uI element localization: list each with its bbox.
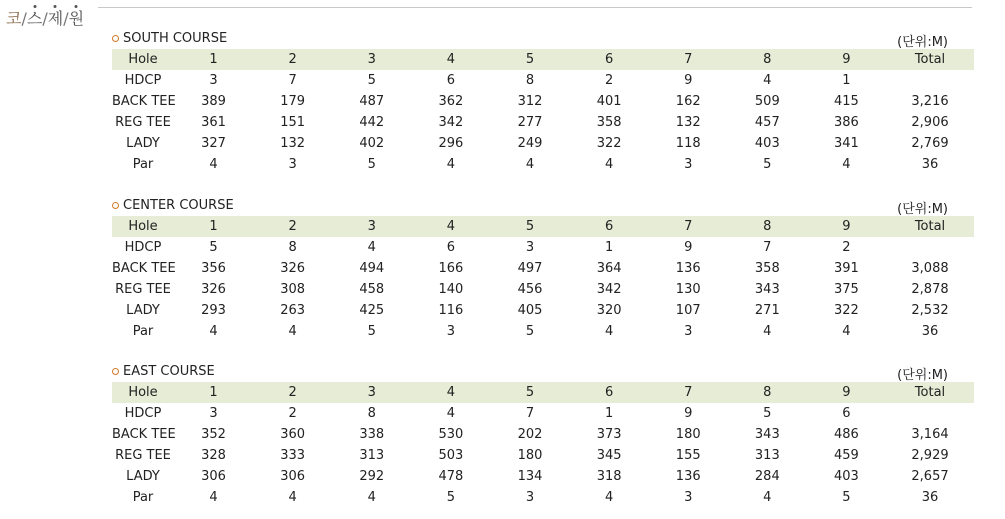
table-cell: 5 [367, 73, 376, 88]
row-label: LADY [126, 136, 160, 151]
hdcp-row [112, 403, 974, 424]
hole-header-row [112, 49, 974, 70]
table-cell: 3 [288, 157, 297, 172]
bullet-circle-icon [112, 202, 119, 209]
table-cell: 3 [332, 216, 411, 237]
table-cell: 9 [684, 240, 693, 255]
table-cell: 8 [728, 382, 807, 403]
table-cell: 405 [517, 303, 543, 318]
table-cell: 1 [604, 240, 614, 255]
row-label: REG TEE [115, 282, 171, 297]
table-cell: 284 [754, 469, 780, 484]
hole-header-row [112, 216, 974, 237]
par-row [112, 154, 974, 175]
table-cell: 2 [842, 240, 851, 255]
table-cell: 322 [834, 303, 859, 318]
total-cell: Total [886, 382, 974, 403]
table-cell: 6 [446, 240, 456, 255]
table-cell: 343 [754, 282, 780, 297]
title-separator: / [42, 9, 48, 28]
table-cell: 3 [209, 406, 218, 421]
table-cell: 271 [754, 303, 780, 318]
total-cell: 36 [921, 157, 939, 172]
table-cell: 5 [763, 406, 772, 421]
table-cell: 403 [754, 136, 780, 151]
table-cell: 8 [288, 240, 297, 255]
title-separator: / [63, 9, 69, 28]
table-cell: 4 [842, 157, 851, 172]
table-cell: 478 [438, 469, 464, 484]
table-cell: 136 [675, 469, 701, 484]
table-cell: 166 [438, 261, 464, 276]
table-cell: 9 [807, 49, 886, 70]
table-cell: 318 [596, 469, 622, 484]
page-title-part: 제 [47, 9, 64, 28]
header-divider [98, 7, 972, 8]
table-cell: 293 [201, 303, 226, 318]
table-cell: 7 [649, 382, 728, 403]
row-label: BACK TEE [112, 427, 176, 442]
table-cell: 530 [438, 427, 464, 442]
table-cell: 155 [675, 448, 701, 463]
table-cell: 373 [596, 427, 622, 442]
total-cell [886, 70, 974, 91]
row-label: HDCP [124, 240, 162, 255]
page-title [6, 6, 84, 29]
table-cell: 9 [684, 406, 693, 421]
course-title [112, 364, 215, 379]
table-cell: 134 [517, 469, 543, 484]
row-label: LADY [126, 303, 160, 318]
table-cell: 9 [807, 216, 886, 237]
table-cell: 320 [596, 303, 622, 318]
table-cell: 4 [446, 157, 456, 172]
table-cell: 342 [596, 282, 622, 297]
table-cell: 2 [253, 49, 332, 70]
table-cell: 322 [596, 136, 622, 151]
total-cell: 2,657 [911, 469, 949, 484]
table-cell: 1 [604, 406, 614, 421]
table-cell: 4 [367, 490, 376, 505]
total-cell [886, 403, 974, 424]
table-cell: 4 [209, 157, 218, 172]
table-cell: 3 [209, 73, 218, 88]
course-title [112, 31, 227, 46]
table-cell: 151 [280, 115, 306, 130]
table-cell: 136 [675, 261, 701, 276]
table-cell: 4 [604, 490, 614, 505]
table-cell: 358 [596, 115, 622, 130]
row-label: Hole [112, 49, 174, 70]
course-table [112, 216, 974, 342]
table-cell: 442 [359, 115, 385, 130]
table-cell: 4 [763, 324, 772, 339]
table-cell: 292 [359, 469, 385, 484]
table-cell: 1 [174, 216, 253, 237]
table-cell: 4 [446, 406, 456, 421]
course-name: EAST COURSE [123, 364, 215, 379]
total-cell: 36 [921, 324, 939, 339]
table-cell: 5 [525, 324, 535, 339]
table-cell: 4 [411, 49, 490, 70]
bullet-circle-icon [112, 35, 119, 42]
table-cell: 313 [359, 448, 385, 463]
table-cell: 180 [517, 448, 543, 463]
table-cell: 7 [525, 406, 535, 421]
table-cell: 333 [280, 448, 306, 463]
table-cell: 4 [209, 490, 218, 505]
table-cell: 4 [288, 490, 297, 505]
table-cell: 6 [446, 73, 456, 88]
total-cell: 3,088 [911, 261, 949, 276]
table-cell: 4 [411, 382, 490, 403]
table-cell: 5 [842, 490, 851, 505]
table-cell: 362 [438, 94, 464, 109]
course-name: CENTER COURSE [123, 198, 234, 213]
table-cell: 8 [525, 73, 535, 88]
table-cell: 8 [728, 49, 807, 70]
table-cell: 162 [675, 94, 701, 109]
course-title [112, 198, 234, 213]
table-cell: 3 [684, 324, 693, 339]
total-cell: 2,929 [911, 448, 949, 463]
table-cell: 5 [446, 490, 456, 505]
course-table [112, 382, 974, 508]
table-cell: 503 [438, 448, 464, 463]
table-cell: 7 [763, 240, 772, 255]
par-row [112, 487, 974, 508]
table-cell: 7 [288, 73, 297, 88]
bullet-circle-icon [112, 368, 119, 375]
course-table [112, 49, 974, 175]
table-cell: 375 [834, 282, 859, 297]
table-cell: 2 [253, 382, 332, 403]
table-cell: 494 [359, 261, 385, 276]
table-cell: 9 [807, 382, 886, 403]
table-cell: 118 [675, 136, 701, 151]
table-cell: 4 [842, 324, 851, 339]
table-cell: 4 [367, 240, 376, 255]
table-cell: 486 [834, 427, 859, 442]
table-cell: 5 [490, 382, 569, 403]
table-cell: 202 [517, 427, 543, 442]
table-cell: 4 [763, 490, 772, 505]
title-separator: / [21, 9, 27, 28]
row-label: Par [132, 157, 154, 172]
table-cell: 7 [649, 216, 728, 237]
table-cell: 391 [834, 261, 859, 276]
table-cell: 7 [649, 49, 728, 70]
table-cell: 249 [517, 136, 543, 151]
table-cell: 277 [517, 115, 543, 130]
unit-label: (단위:M) [897, 202, 948, 217]
table-cell: 341 [834, 136, 859, 151]
lady-row [112, 300, 974, 321]
table-cell: 4 [209, 324, 218, 339]
table-cell: 1 [174, 49, 253, 70]
table-cell: 401 [596, 94, 622, 109]
table-cell: 9 [684, 73, 693, 88]
row-label: HDCP [124, 73, 162, 88]
course-section [112, 362, 974, 508]
table-cell: 6 [842, 406, 851, 421]
table-cell: 4 [604, 157, 614, 172]
table-cell: 497 [517, 261, 543, 276]
table-cell: 1 [842, 73, 851, 88]
table-cell: 2 [253, 216, 332, 237]
table-cell: 8 [728, 216, 807, 237]
table-cell: 5 [209, 240, 218, 255]
table-cell: 4 [604, 324, 614, 339]
table-cell: 326 [201, 282, 226, 297]
course-header [112, 196, 974, 216]
row-label: Hole [112, 216, 174, 237]
table-cell: 3 [684, 490, 693, 505]
table-cell: 509 [754, 94, 780, 109]
table-cell: 328 [201, 448, 226, 463]
table-cell: 3 [525, 240, 535, 255]
back-tee-row [112, 424, 974, 445]
total-cell [886, 237, 974, 258]
lady-row [112, 466, 974, 487]
unit-label: (단위:M) [897, 368, 948, 383]
row-label: BACK TEE [112, 261, 176, 276]
total-cell: 36 [921, 490, 939, 505]
table-cell: 4 [411, 216, 490, 237]
table-cell: 3 [684, 157, 693, 172]
row-label: LADY [126, 469, 160, 484]
total-cell: 2,769 [911, 136, 949, 151]
table-cell: 456 [517, 282, 543, 297]
table-cell: 180 [675, 427, 701, 442]
par-row [112, 321, 974, 342]
total-cell: 2,878 [911, 282, 949, 297]
table-cell: 345 [596, 448, 622, 463]
table-cell: 313 [754, 448, 780, 463]
table-cell: 458 [359, 282, 385, 297]
table-cell: 5 [367, 157, 376, 172]
table-cell: 358 [754, 261, 780, 276]
table-cell: 338 [359, 427, 385, 442]
table-cell: 402 [359, 136, 385, 151]
table-cell: 296 [438, 136, 464, 151]
table-cell: 4 [763, 73, 772, 88]
table-cell: 425 [359, 303, 385, 318]
table-cell: 263 [280, 303, 306, 318]
table-cell: 415 [834, 94, 859, 109]
table-cell: 6 [570, 216, 649, 237]
table-cell: 457 [754, 115, 780, 130]
page-title-part: 원 [68, 9, 85, 28]
table-cell: 364 [596, 261, 622, 276]
table-cell: 327 [201, 136, 226, 151]
total-cell: Total [886, 216, 974, 237]
table-cell: 386 [834, 115, 859, 130]
table-cell: 3 [525, 490, 535, 505]
total-cell: 3,164 [911, 427, 949, 442]
table-cell: 4 [288, 324, 297, 339]
table-cell: 459 [834, 448, 859, 463]
reg-tee-row [112, 112, 974, 133]
table-cell: 403 [834, 469, 859, 484]
table-cell: 179 [280, 94, 306, 109]
table-cell: 306 [201, 469, 226, 484]
unit-label: (단위:M) [897, 35, 948, 50]
table-cell: 5 [490, 216, 569, 237]
table-cell: 487 [359, 94, 385, 109]
table-cell: 6 [570, 49, 649, 70]
table-cell: 5 [763, 157, 772, 172]
table-cell: 1 [174, 382, 253, 403]
course-header [112, 362, 974, 382]
reg-tee-row [112, 279, 974, 300]
course-name: SOUTH COURSE [123, 31, 228, 46]
back-tee-row [112, 258, 974, 279]
course-section [112, 196, 974, 342]
row-label: BACK TEE [112, 94, 176, 109]
table-cell: 8 [367, 406, 376, 421]
back-tee-row [112, 91, 974, 112]
table-cell: 312 [517, 94, 543, 109]
course-header [112, 29, 974, 49]
table-cell: 132 [675, 115, 701, 130]
table-cell: 3 [332, 382, 411, 403]
table-cell: 5 [367, 324, 376, 339]
table-cell: 356 [201, 261, 226, 276]
table-cell: 361 [201, 115, 226, 130]
table-cell: 352 [201, 427, 226, 442]
table-cell: 308 [280, 282, 306, 297]
row-label: HDCP [124, 406, 162, 421]
table-cell: 5 [490, 49, 569, 70]
table-cell: 306 [280, 469, 306, 484]
table-cell: 116 [438, 303, 464, 318]
page-title-part: 코 [6, 9, 22, 28]
table-cell: 6 [570, 382, 649, 403]
total-cell: 2,532 [911, 303, 949, 318]
table-cell: 130 [675, 282, 701, 297]
row-label: Par [132, 490, 154, 505]
total-cell: Total [886, 49, 974, 70]
table-cell: 2 [604, 73, 614, 88]
hole-header-row [112, 382, 974, 403]
table-cell: 360 [280, 427, 306, 442]
total-cell: 3,216 [911, 94, 949, 109]
table-cell: 107 [675, 303, 701, 318]
table-cell: 3 [332, 49, 411, 70]
table-cell: 326 [280, 261, 306, 276]
reg-tee-row [112, 445, 974, 466]
page-title-part: 스 [26, 9, 43, 28]
total-cell: 2,906 [911, 115, 949, 130]
table-cell: 389 [201, 94, 226, 109]
table-cell: 2 [288, 406, 297, 421]
table-cell: 3 [446, 324, 456, 339]
row-label: REG TEE [115, 448, 171, 463]
table-cell: 132 [280, 136, 306, 151]
table-cell: 4 [525, 157, 535, 172]
hdcp-row [112, 237, 974, 258]
row-label: Par [132, 324, 154, 339]
row-label: Hole [112, 382, 174, 403]
table-cell: 342 [438, 115, 464, 130]
lady-row [112, 133, 974, 154]
course-section [112, 29, 974, 175]
table-cell: 140 [438, 282, 464, 297]
hdcp-row [112, 70, 974, 91]
table-cell: 343 [754, 427, 780, 442]
row-label: REG TEE [115, 115, 171, 130]
